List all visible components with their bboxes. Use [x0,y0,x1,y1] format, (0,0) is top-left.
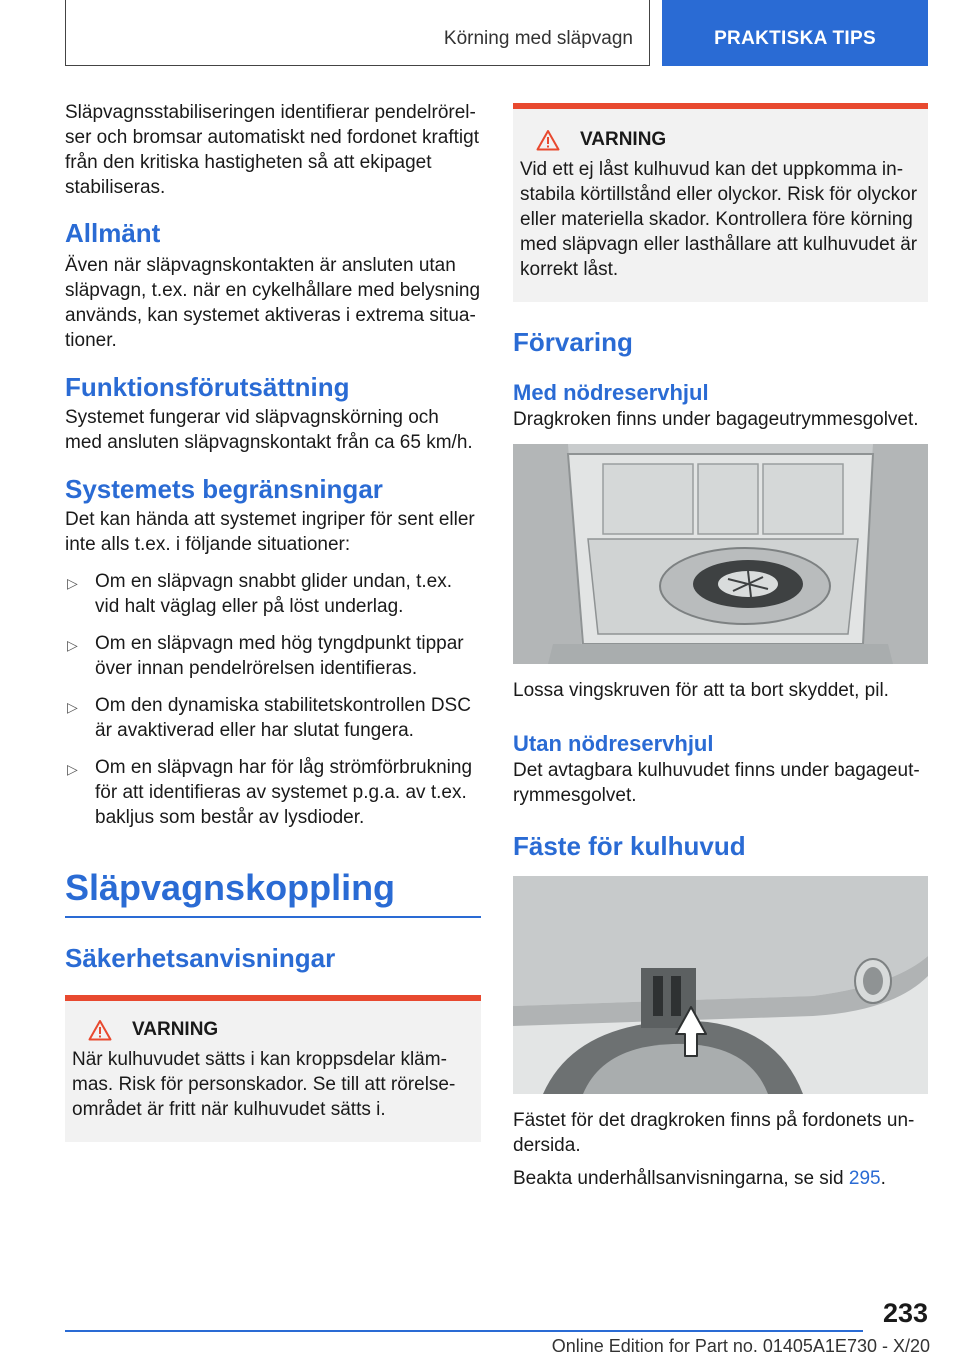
intro-paragraph: Släpvagnsstabiliseringen identifierar pendelrörelser och bromsar automatiskt ned fordonet kraftigt från den kritiska hastigheten så att ekipaget stabiliseras. [65,102,479,198]
list-item: ▷ Om en släpvagn har för låg strömförbrukning för att identifieras av systemet p.g.a. av t.ex. bakljus som består av lysdioder. [67,757,473,828]
heading-begransningar: Systemets begränsningar [65,474,383,504]
hitch-mount-illustration [513,876,928,1094]
list-item: ▷ Om en släpvagn med hög tyngdpunkt tippar över innan pendelrörelsen identifieras. [67,633,464,679]
hitch-caption: Fästet för det dragkroken finns på fordonets undersida. [513,1110,915,1156]
bullet-triangle-icon: ▷ [67,637,78,653]
heading-faste: Fäste för kulhuvud [513,831,746,861]
heading-sakerhet: Säkerhetsanvisningar [65,942,336,973]
med-paragraph: Dragkroken finns under bagageutrymmesgolvet. [513,409,919,430]
warning-triangle-icon [536,129,560,151]
bullet-triangle-icon: ▷ [67,699,78,715]
left-column [65,100,481,1142]
heading-med-nodreservhjul: Med nödreservhjul [513,380,709,405]
heading-forvaring: Förvaring [513,327,633,357]
begransningar-paragraph: Det kan hända att systemet ingriper för sent eller inte alls t.ex. i följande situationer: [65,509,475,555]
bullet-triangle-icon: ▷ [67,575,78,591]
utan-paragraph: Det avtagbara kulhuvudet finns under bagageutrymmesgolvet. [513,760,920,806]
footer-edition: Online Edition for Part no. 01405A1E730 - X/20 [551,1336,930,1356]
heading-allmant: Allmänt [65,218,161,248]
warning-text: Vid ett ej låst kulhuvud kan det uppkomma instabila körtillstånd eller olyckor. Risk för olyckor eller materiella skador. Kontrollera före körning med släpvagn eller lasthållare att kulhuvudet är korrekt låst. [520,159,918,280]
page-reference-link[interactable]: 295 [848,1168,881,1189]
warning-text: När kulhuvudet sätts i kan kroppsdelar klämmas. Risk för personskador. Se till att rörelseområdet är fritt när kulhuvudet sätts i. [72,1048,456,1120]
maintenance-reference: Beakta underhållsanvisningarna, se sid 295. [513,1168,886,1189]
list-item: ▷ Om en släpvagn snabbt glider undan, t.ex. vid halt väglag eller på löst underlag. [67,571,453,617]
footer-rule [65,1330,863,1332]
heading-funktion: Funktionsförutsättning [65,372,350,402]
list-item: ▷ Om den dynamiska stabilitetskontrollen DSC är avaktiverad eller har slutat fungera. [67,695,471,741]
trunk-caption: Lossa vingskruven för att ta bort skyddet, pil. [513,680,889,701]
warning-box-left [65,995,481,1142]
warning-triangle-icon [88,1019,112,1041]
trunk-illustration [513,444,928,664]
heading-utan-nodreservhjul: Utan nödreservhjul [513,731,714,756]
right-column [513,103,928,1191]
warning-title: VARNING [520,129,918,151]
warning-title: VARNING [72,1019,471,1041]
funktion-paragraph: Systemet fungerar vid släpvagnskörning och med ansluten släpvagnskontakt från ca 65 km/h. [65,407,473,453]
page-header [65,0,928,66]
trunk-spare-wheel-image [513,444,928,664]
hitch-mount-image [513,876,928,1094]
limitations-list [65,569,481,830]
warning-box-right [513,103,928,302]
page-number: 233 [882,1298,928,1328]
header-section-box [65,0,650,66]
heading-slapvagnskoppling: Släpvagnskoppling [65,867,396,908]
header-section-title: Körning med släpvagn [443,28,633,49]
allmant-paragraph: Även när släpvagnskontakten är ansluten utan släpvagn, t.ex. när en cykelhållare med belysning används, kan systemet aktiveras i extrema situationer. [65,255,481,351]
bullet-triangle-icon: ▷ [67,761,78,777]
header-chapter-tab[interactable]: PRAKTISKA TIPS [662,0,928,66]
heading-rule [65,916,481,918]
